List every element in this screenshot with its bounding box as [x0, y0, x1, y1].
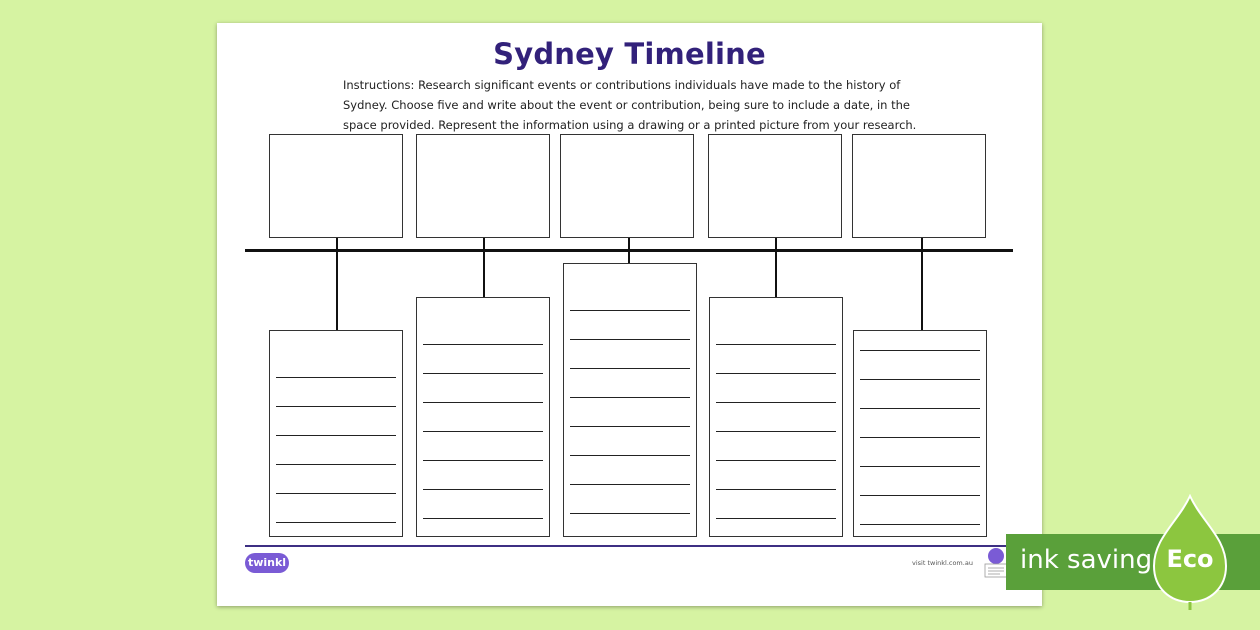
- timeline-stem-4: [775, 238, 777, 297]
- picture-box-1: [269, 134, 403, 238]
- writing-line: [716, 518, 836, 519]
- instructions: [343, 75, 923, 135]
- worksheet-title: Sydney Timeline: [493, 37, 766, 71]
- writing-line: [276, 435, 396, 436]
- instructions-line: Instructions: Research significant events or contributions individuals have made to the history of: [343, 78, 901, 92]
- picture-box-2: [416, 134, 550, 238]
- writing-box-4: [709, 297, 843, 537]
- instructions-line: space provided. Represent the information using a drawing or a printed picture from your research.: [343, 118, 917, 132]
- writing-line: [570, 513, 690, 514]
- writing-line: [423, 431, 543, 432]
- eco-label: Eco: [1166, 545, 1214, 573]
- writing-line: [570, 455, 690, 456]
- timeline-stem-5: [921, 238, 923, 330]
- writing-line: [423, 373, 543, 374]
- writing-line: [860, 437, 980, 438]
- writing-line: [570, 310, 690, 311]
- writing-box-2: [416, 297, 550, 537]
- timeline-stem-1: [336, 238, 338, 330]
- writing-line: [860, 466, 980, 467]
- writing-line: [423, 460, 543, 461]
- writing-line: [423, 402, 543, 403]
- writing-line: [276, 493, 396, 494]
- writing-line: [276, 377, 396, 378]
- writing-line: [860, 495, 980, 496]
- ink-saving-label: ink saving: [1020, 545, 1153, 575]
- writing-box-5: [853, 330, 987, 537]
- picture-box-3: [560, 134, 694, 238]
- writing-box-1: [269, 330, 403, 537]
- writing-line: [716, 489, 836, 490]
- writing-box-3: [563, 263, 697, 537]
- writing-line: [423, 518, 543, 519]
- writing-line: [570, 397, 690, 398]
- writing-line: [860, 350, 980, 351]
- footer-rule: [245, 545, 1013, 547]
- writing-line: [570, 339, 690, 340]
- writing-line: [570, 368, 690, 369]
- writing-line: [716, 431, 836, 432]
- writing-line: [716, 402, 836, 403]
- writing-line: [276, 406, 396, 407]
- timeline-stem-2: [483, 238, 485, 297]
- writing-line: [860, 408, 980, 409]
- writing-line: [716, 373, 836, 374]
- picture-box-5: [852, 134, 986, 238]
- writing-line: [860, 379, 980, 380]
- writing-line: [570, 484, 690, 485]
- writing-line: [570, 426, 690, 427]
- writing-line: [860, 524, 980, 525]
- visit-link[interactable]: visit twinkl.com.au: [912, 559, 973, 567]
- writing-line: [716, 344, 836, 345]
- worksheet-page: [217, 23, 1042, 606]
- writing-line: [276, 464, 396, 465]
- writing-line: [276, 522, 396, 523]
- writing-line: [423, 344, 543, 345]
- instructions-line: Sydney. Choose five and write about the event or contribution, being sure to include a date, in the: [343, 98, 910, 112]
- writing-line: [423, 489, 543, 490]
- timeline-stem-3: [628, 238, 630, 263]
- twinkl-logo: twinkl: [245, 553, 289, 573]
- picture-box-4: [708, 134, 842, 238]
- writing-line: [716, 460, 836, 461]
